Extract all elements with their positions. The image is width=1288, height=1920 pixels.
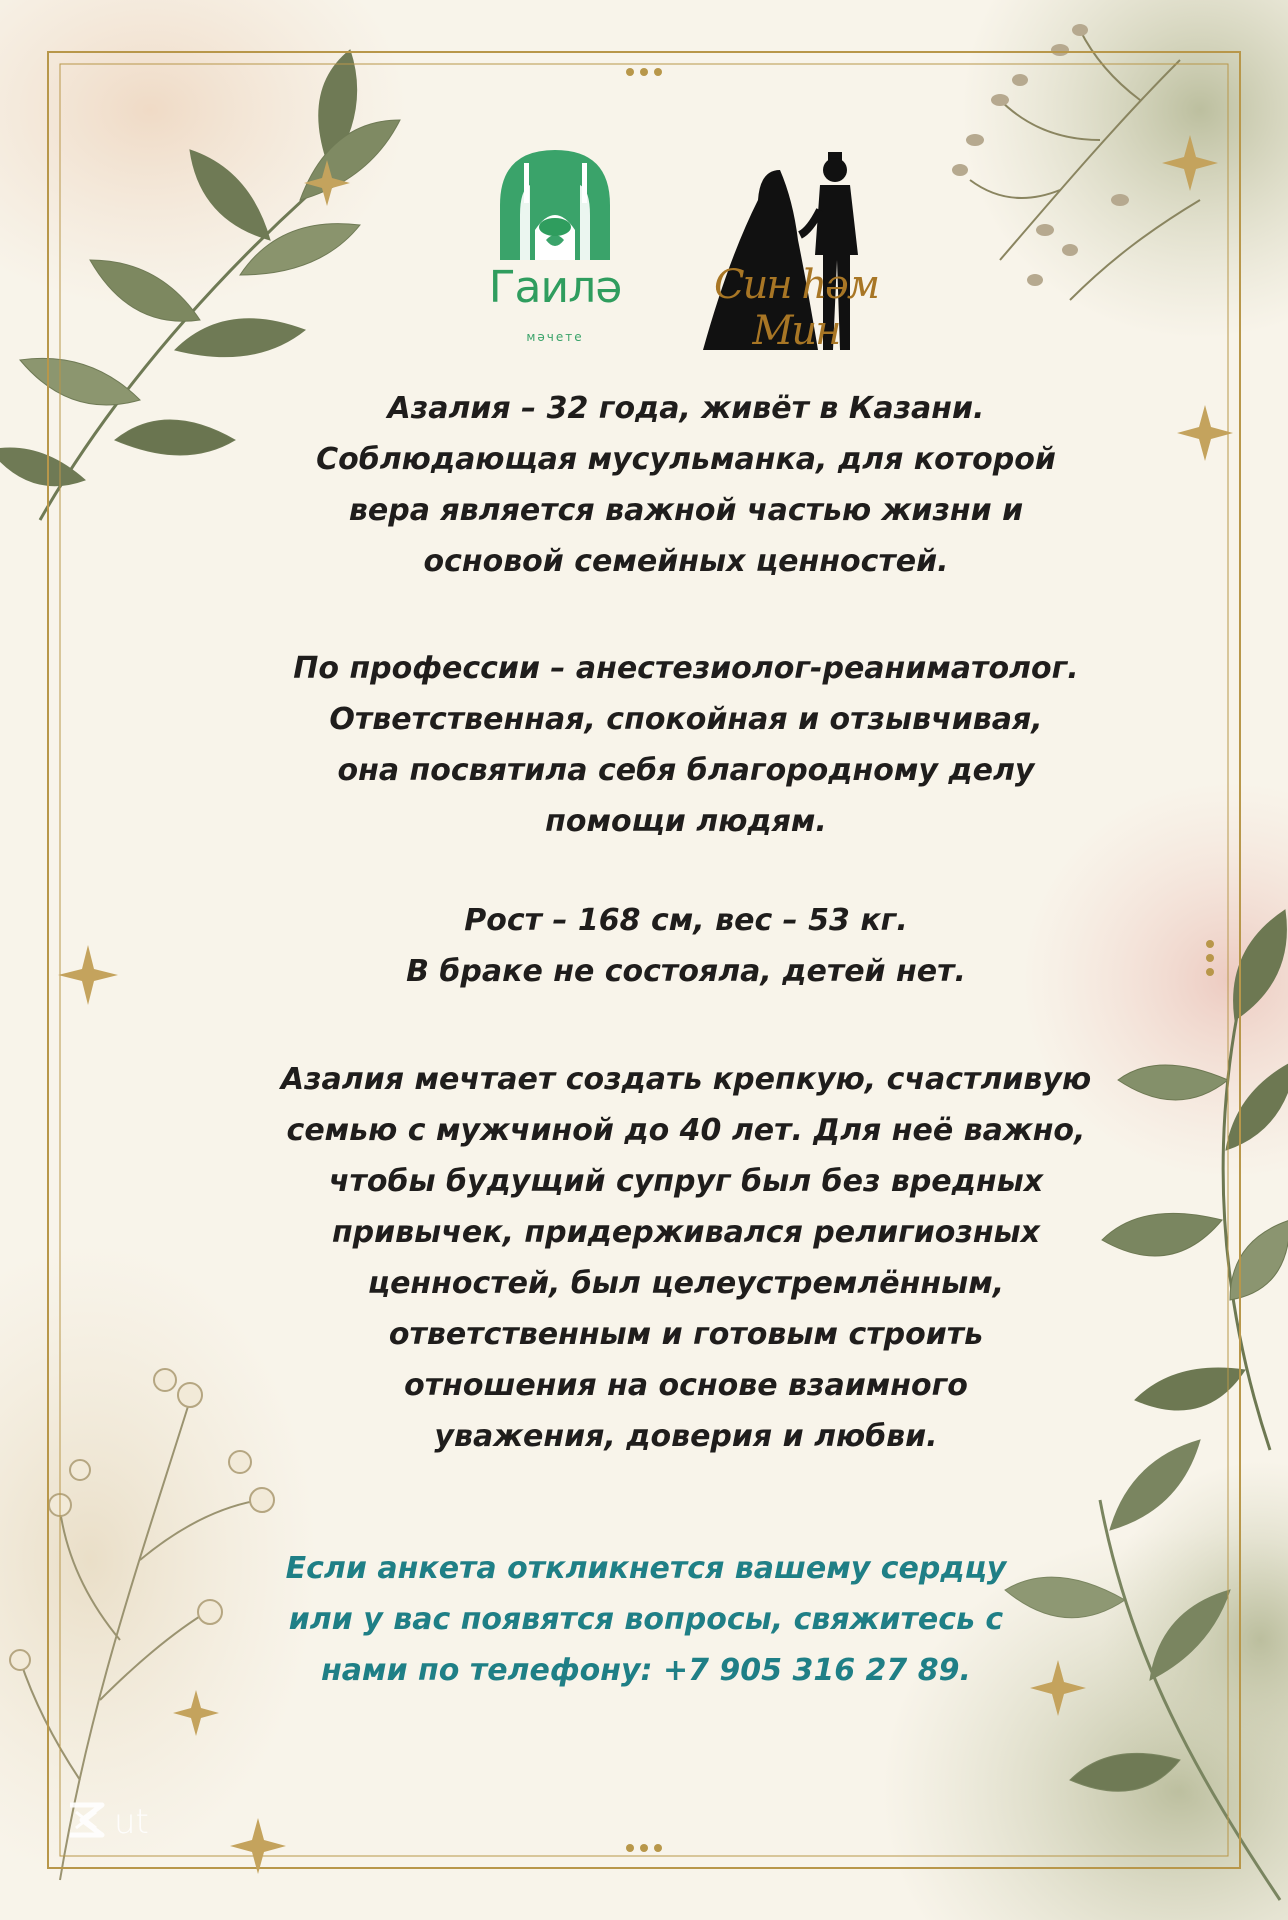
text-line: помощи людям.	[545, 804, 827, 839]
text-line: или у вас появятся вопросы, свяжитесь с	[288, 1602, 1004, 1637]
text-line: Соблюдающая мусульманка, для которой	[316, 442, 1056, 477]
profile-paragraph-2	[200, 643, 1172, 847]
text-line: основой семейных ценностей.	[423, 544, 949, 579]
text-line: Если анкета откликнется вашему сердцу	[285, 1551, 1007, 1586]
profile-paragraph-3	[200, 895, 1172, 997]
text-line: привычек, придерживался религиозных	[331, 1215, 1041, 1250]
text-line: По профессии – анестезиолог-реаниматолог.	[293, 651, 1079, 686]
text-line: уважения, доверия и любви.	[434, 1419, 938, 1454]
text-line: вера является важной частью жизни и	[348, 493, 1024, 528]
gaila-logo-subtitle: мәчете	[526, 330, 584, 344]
contact-phone-line: нами по телефону: +7 905 316 27 89.	[321, 1653, 971, 1688]
gaila-logo-name: Гаилә	[488, 262, 622, 313]
text-line: Азалия – 32 года, живёт в Казани.	[387, 391, 985, 426]
text-line: она посвятила себя благородному делу	[337, 753, 1035, 788]
text-line: отношения на основе взаимного	[404, 1368, 968, 1403]
contact-paragraph	[160, 1543, 1132, 1696]
svg-text:ut: ut	[114, 1802, 149, 1842]
text-line: ответственным и готовым строить	[388, 1317, 984, 1352]
text-line: Рост – 168 см, вес – 53 кг.	[464, 903, 908, 938]
text-line: семью с мужчиной до 40 лет. Для неё важно,	[286, 1113, 1086, 1148]
profile-paragraph-4	[200, 1054, 1172, 1462]
text-line: чтобы будущий супруг был без вредных	[328, 1164, 1044, 1199]
capcut-watermark	[62, 1795, 212, 1855]
text-line: В браке не состояла, детей нет.	[406, 954, 966, 989]
text-line: ценностей, был целеустремлённым,	[367, 1266, 1005, 1301]
text-line: Азалия мечтает создать крепкую, счастливую	[280, 1062, 1092, 1097]
text-line: Ответственная, спокойная и отзывчивая,	[329, 702, 1043, 737]
profile-paragraph-1	[200, 383, 1172, 587]
gaila-mosque-logo	[490, 145, 620, 360]
capcut-logo-icon	[62, 1795, 212, 1845]
couple-logo-name: Син һәм Мин	[713, 262, 879, 354]
